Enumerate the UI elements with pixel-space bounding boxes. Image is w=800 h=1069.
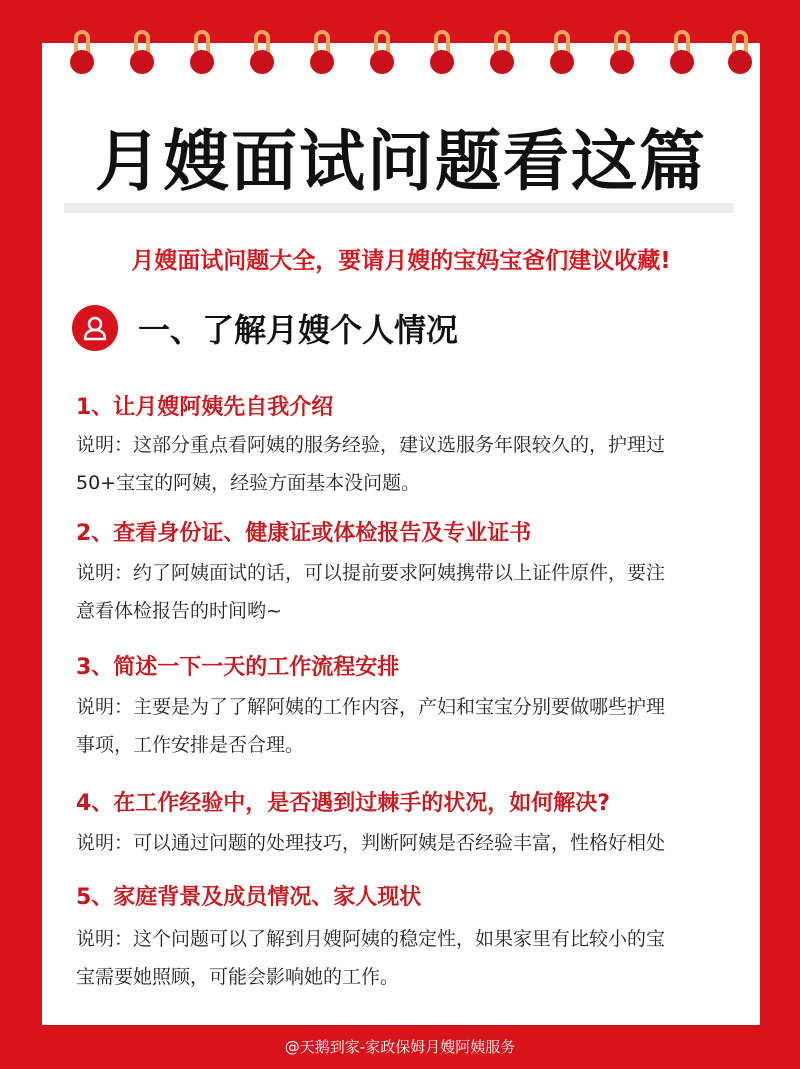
binder-ring <box>552 30 572 76</box>
binder-ring <box>192 30 212 76</box>
question-5: 5、家庭背景及成员情况、家人现状 <box>76 885 422 910</box>
description-line: 说明：这部分重点看阿姨的服务经验，建议选服务年限较久的，护理过 <box>76 434 666 456</box>
section-header <box>72 305 458 351</box>
description-line: 意看体检报告的时间哟~ <box>76 600 282 622</box>
description-5 <box>76 920 736 996</box>
description-4 <box>76 824 736 862</box>
binder-ring <box>672 30 692 76</box>
title-divider <box>64 203 734 213</box>
binder-ring <box>252 30 272 76</box>
question-1: 1、让月嫂阿姨先自我介绍 <box>76 395 334 420</box>
user-icon <box>72 305 118 351</box>
subtitle: 月嫂面试问题大全，要请月嫂的宝妈宝爸们建议收藏! <box>131 248 671 274</box>
binder-ring <box>432 30 452 76</box>
description-line: 说明：这个问题可以了解到月嫂阿姨的稳定性，如果家里有比较小的宝 <box>76 928 666 950</box>
binder-ring <box>72 30 92 76</box>
description-line: 宝需要她照顾，可能会影响她的工作。 <box>76 966 400 988</box>
description-line: 事项，工作安排是否合理。 <box>76 734 305 756</box>
question-2: 2、查看身份证、健康证或体检报告及专业证书 <box>76 521 532 546</box>
description-line: 说明：可以通过问题的处理技巧，判断阿姨是否经验丰富，性格好相处 <box>76 832 666 854</box>
binder-ring <box>372 30 392 76</box>
description-1 <box>76 426 736 502</box>
binder-ring <box>132 30 152 76</box>
description-line: 说明：约了阿姨面试的话，可以提前要求阿姨携带以上证件原件，要注 <box>76 562 666 584</box>
binder-rings <box>0 30 800 80</box>
question-3: 3、简述一下一天的工作流程安排 <box>76 655 400 680</box>
binder-ring <box>612 30 632 76</box>
description-line: 50+宝宝的阿姨，经验方面基本没问题。 <box>76 472 421 494</box>
binder-ring <box>492 30 512 76</box>
description-3 <box>76 688 736 764</box>
binder-ring <box>730 30 750 76</box>
binder-ring <box>312 30 332 76</box>
section-title: 一、了解月嫂个人情况 <box>138 311 459 349</box>
description-2 <box>76 554 736 630</box>
page-title: 月嫂面试问题看这篇 <box>95 123 707 200</box>
footer-watermark: @天鹅到家-家政保姆月嫂阿姨服务 <box>284 1038 516 1056</box>
question-4: 4、在工作经验中，是否遇到过棘手的状况，如何解决? <box>76 791 611 816</box>
description-line: 说明：主要是为了了解阿姨的工作内容，产妇和宝宝分别要做哪些护理 <box>76 696 666 718</box>
